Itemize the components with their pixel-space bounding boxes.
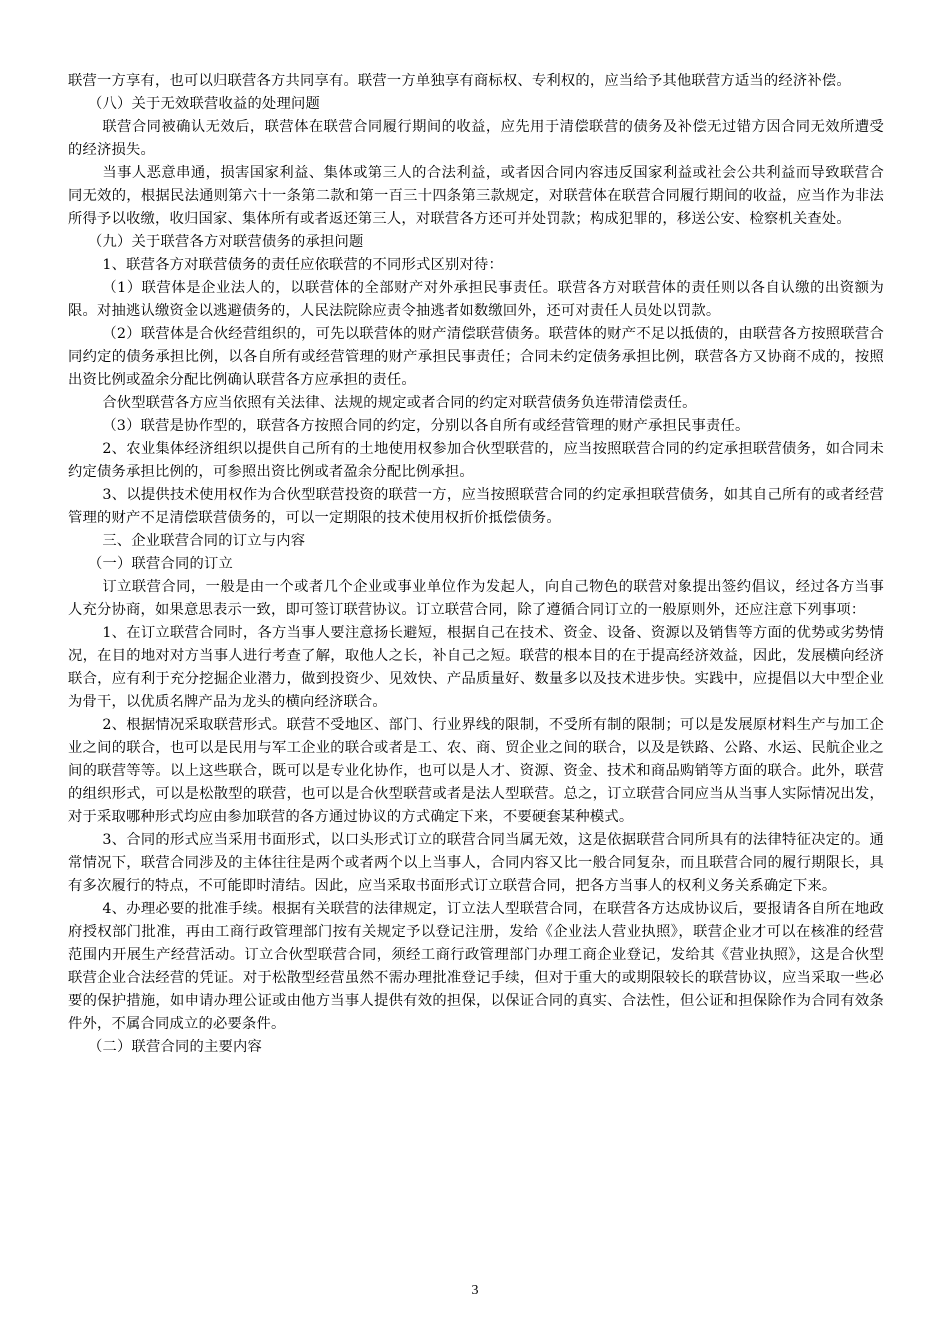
section-heading: （八）关于无效联营收益的处理问题 [88,96,320,112]
page-number: 3 [471,1283,479,1298]
paragraph: 订立联营合同，一般是由一个或者几个企业或事业单位作为发起人，向自己物色的联营对象提出签约倡议，经过各方当事人充分协商，如果意思表示一致，即可签订联营协议。订立联营合同，除了遵循合同订立的一般原则外，还应注意下列事项： [68,579,884,618]
paragraph: 合伙型联营各方应当依照有关法律、法规的规定或者合同的约定对联营债务负连带清偿责任。 [102,395,697,411]
paragraph: 2、根据情况采取联营形式。联营不受地区、部门、行业界线的限制，不受所有制的限制；可以是发展原材料生产与加工企业之间的联合，也可以是民用与军工企业的联合或者是工、农、商、贸企业之间的联合，以及是铁路、公路、水运、民航企业之间的联营等等。以上这些联合，既可以是专业化协作，也可以是人才、资源、资金、技术和商品购销等方面的联合。此外，联营的组织形式，可以是松散型的联营，也可以是合伙型联营或者是法人型联营。总之，订立联营合同应当从当事人实际情况出发，对于采取哪种形式均应由参加联营的各方通过协议的方式确定下来，不要硬套某种模式。 [68,717,884,825]
paragraph: （2）联营体是合伙经营组织的，可先以联营体的财产清偿联营债务。联营体的财产不足以抵债的，由联营各方按照联营合同约定的债务承担比例，以各自所有或经营管理的财产承担民事责任；合同未约定债务承担比例，联营各方又协商不成的，按照出资比例或盈余分配比例确认联营各方应承担的责任。 [68,326,884,388]
paragraph: 4、办理必要的批准手续。根据有关联营的法律规定，订立法人型联营合同，在联营各方达成协议后，要报请各自所在地政府授权部门批准，再由工商行政管理部门按有关规定予以登记注册，发给《企业法人营业执照》，联营企业才可以在核准的经营范围内开展生产经营活动。订立合伙型联营合同，须经工商行政管理部门办理工商企业登记，发给其《营业执照》，这是合伙型联营企业合法经营的凭证。对于松散型经营虽然不需办理批准登记手续，但对于重大的或期限较长的联营协议，应当采取一些必要的保护措施，如申请办理公证或由他方当事人提供有效的担保，以保证合同的真实、合法性，但公证和担保除作为合同有效条件外，不属合同成立的必要条件。 [68,901,884,1032]
section-heading: （一）联营合同的订立 [88,556,233,572]
paragraph: 1、在订立联营合同时，各方当事人要注意扬长避短，根据自己在技术、资金、设备、资源以及销售等方面的优势或劣势情况，在目的地对对方当事人进行考查了解，取他人之长，补自己之短。联营的根本目的在于提高经济效益，因此，发展横向经济联合，应有利于充分挖掘企业潜力，做到投资少、见效快、产品质量好、数量多以及技术进步快。实践中，应提倡以大中型企业为骨干，以优质名牌产品为龙头的横向经济联合。 [68,625,884,710]
paragraph: 2、农业集体经济组织以提供自己所有的土地使用权参加合伙型联营的，应当按照联营合同的约定承担联营债务，如合同未约定债务承担比例的，可参照出资比例或者盈余分配比例承担。 [68,441,884,480]
paragraph: 当事人恶意串通，损害国家利益、集体或第三人的合法利益，或者因合同内容违反国家利益或社会公共利益而导致联营合同无效的，根据民法通则第六十一条第二款和第一百三十四条第三款规定，对联营体在联营合同履行期间的收益，应当作为非法所得予以收缴，收归国家、集体所有或者返还第三人，对联营各方还可并处罚款；构成犯罪的，移送公安、检察机关查处。 [68,165,884,227]
paragraph: 3、合同的形式应当采用书面形式，以口头形式订立的联营合同当属无效，这是依据联营合同所具有的法律特征决定的。通常情况下，联营合同涉及的主体往往是两个或者两个以上当事人，合同内容又比一般合同复杂，而且联营合同的履行期限长，具有多次履行的特点，不可能即时清结。因此，应当采取书面形式订立联营合同，把各方当事人的权利义务关系确定下来。 [68,832,884,894]
paragraph: （3）联营是协作型的，联营各方按照合同的约定，分别以各自所有或经营管理的财产承担民事责任。 [102,418,750,434]
section-heading: 三、企业联营合同的订立与内容 [102,533,306,549]
paragraph: 联营一方享有，也可以归联营各方共同享有。联营一方单独享有商标权、专利权的，应当给予其他联营方适当的经济补偿。 [68,73,851,89]
paragraph: 联营合同被确认无效后，联营体在联营合同履行期间的收益，应先用于清偿联营的债务及补偿无过错方因合同无效所遭受的经济损失。 [68,119,884,158]
section-heading: （九）关于联营各方对联营债务的承担问题 [88,234,364,250]
document-body [68,70,884,1059]
section-heading: （二）联营合同的主要内容 [88,1039,262,1055]
paragraph: （1）联营体是企业法人的，以联营体的全部财产对外承担民事责任。联营各方对联营体的责任则以各自认缴的出资额为限。对抽逃认缴资金以逃避债务的，人民法院除应责令抽逃者如数缴回外，还可对责任人员处以罚款。 [68,280,884,319]
paragraph: 1、联营各方对联营债务的责任应依联营的不同形式区别对待： [102,257,504,273]
paragraph: 3、以提供技术使用权作为合伙型联营投资的联营一方，应当按照联营合同的约定承担联营债务，如其自己所有的或者经营管理的财产不足清偿联营债务的，可以一定期限的技术使用权折价抵偿债务。 [68,487,884,526]
